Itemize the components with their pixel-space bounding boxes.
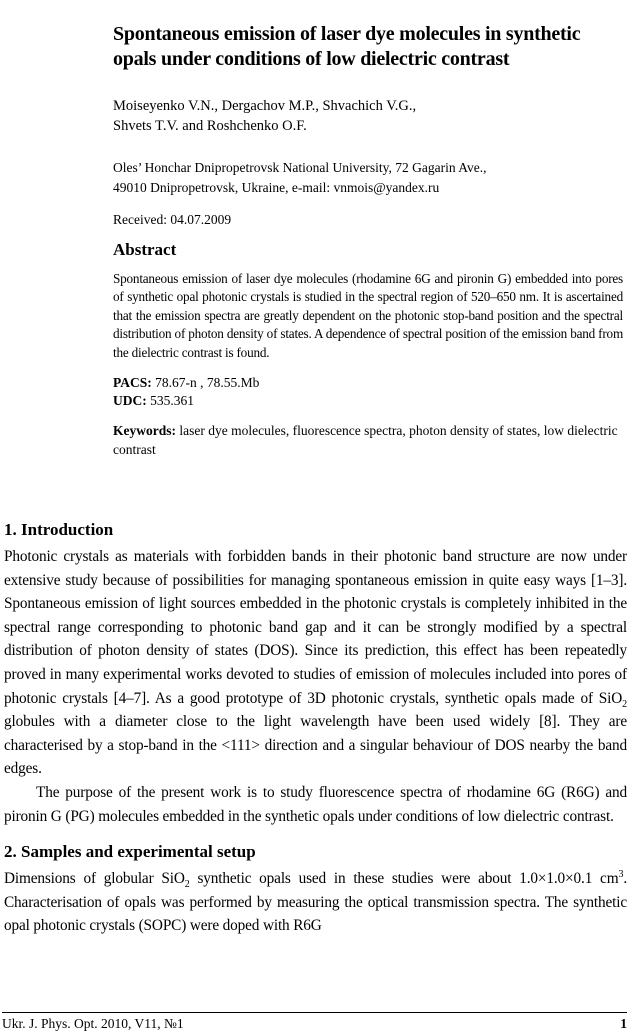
udc-label: UDC:: [113, 393, 147, 409]
samples-p1-text-b: synthetic opals used in these studies were about 1.0×1.0×0.1 cm: [189, 870, 619, 888]
journal-citation: Ukr. J. Phys. Opt. 2010, V11, №1: [2, 1016, 184, 1031]
udc-value: 535.361: [146, 393, 194, 409]
intro-p1-subscript: 2: [622, 698, 627, 710]
abstract-heading: Abstract: [113, 240, 177, 259]
section-heading-samples: 2. Samples and experimental setup: [4, 842, 256, 862]
samples-p1-text-c: . Characterisation of opals was performed by measuring the optical transmission spectra. The synthetic opal photonic crystals (SOPC) were doped with R6G: [4, 870, 627, 935]
affiliation-line-1: Oles’ Honchar Dnipropetrovsk National University, 72 Gagarin Ave.,: [113, 160, 487, 175]
samples-paragraph-1: [4, 867, 627, 938]
classification-codes: [113, 374, 623, 410]
received-date: Received: 04.07.2009: [113, 212, 232, 227]
pacs-value: 78.67-n , 78.55.Mb: [151, 375, 260, 391]
intro-p1-text-b: globules with a diameter close to the light wavelength have been used widely [8]. They are characterised by a stop-band in the <111> direction and a singular behaviour of DOS nearby the band edges.: [4, 713, 627, 778]
authors-line-2: Shvets T.V. and Roshchenko O.F.: [113, 118, 307, 134]
article-title: Spontaneous emission of laser dye molecules in synthetic opals under conditions of low dielectric contrast: [113, 23, 581, 70]
pacs-line: [113, 374, 623, 392]
author-list: [113, 96, 623, 136]
page-footer: [2, 1012, 627, 1033]
keywords-label: Keywords:: [113, 423, 176, 439]
pacs-label: PACS:: [113, 375, 152, 391]
intro-paragraph-1: [4, 545, 627, 781]
intro-p1-text-a: Photonic crystals as materials with forbidden bands in their photonic band structure are now under extensive study because of possibilities for managing spontaneous emission in quite easy ways [1–3]. Spontaneous emission of light sources embedded in the photonic crystals is completely inhibited in the spectral range corresponding to photonic band gap and it can be strongly modified by a spectral distribution of photon density of states (DOS). Since its prediction, this effect has been repeatedly proved in many experimental works devoted to studies of emission of molecules included into pores of photonic crystals [4–7]. As a good prototype of 3D photonic crystals, synthetic opals made of SiO: [4, 548, 627, 707]
page-number: 1: [620, 1016, 627, 1031]
samples-p1-subscript: 2: [184, 879, 190, 891]
section-heading-introduction: 1. Introduction: [4, 520, 114, 539]
intro-paragraph-2: The purpose of the present work is to study fluorescence spectra of rhodamine 6G (R6G) and pironin G (PG) molecules embedded in the synthetic opals under conditions of low dielectric contrast.: [4, 783, 627, 825]
article-body: [4, 518, 627, 938]
samples-p1-text-a: Dimensions of globular SiO: [4, 870, 185, 888]
udc-line: [113, 392, 623, 410]
keywords: [113, 422, 623, 459]
abstract-text: Spontaneous emission of laser dye molecules (rhodamine 6G and pironin G) embedded into pores of synthetic opal photonic crystals is studied in the spectral region of 520–650 nm. It is ascertained that the emission spectra are greatly dependent on the photonic stop-band position and the spectral distribution of photon density of states. A dependence of spectral position of the emission band from the dielectric contrast is found.: [113, 271, 623, 360]
keywords-value: laser dye molecules, fluorescence spectra, photon density of states, low dielectric contrast: [113, 423, 618, 457]
affiliation: [113, 158, 623, 198]
article-header: [113, 22, 623, 459]
authors-line-1: Moiseyenko V.N., Dergachov M.P., Shvachich V.G.,: [113, 98, 417, 114]
affiliation-line-2: 49010 Dnipropetrovsk, Ukraine, e-mail: vnmois@yandex.ru: [113, 180, 440, 195]
samples-p1-superscript: 3: [618, 869, 624, 881]
